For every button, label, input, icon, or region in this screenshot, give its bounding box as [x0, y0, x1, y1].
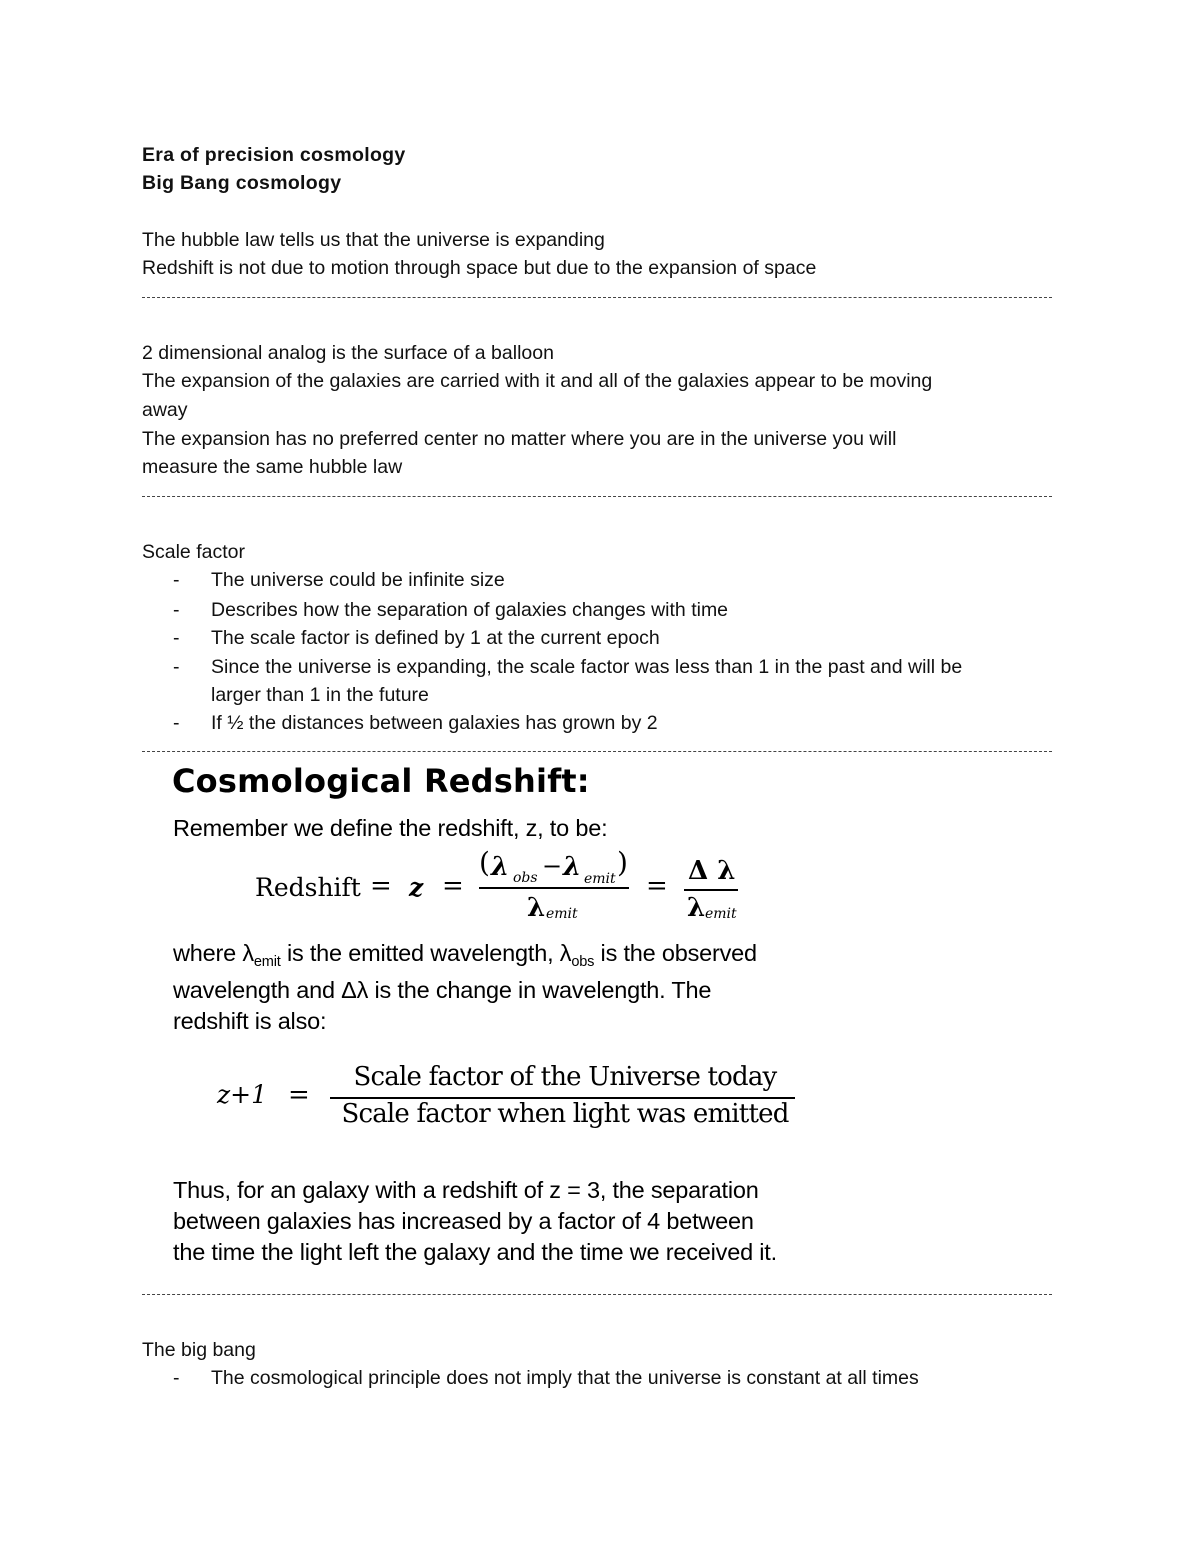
- eq-minus: −: [542, 852, 563, 880]
- eq-sub-emit: emit: [705, 906, 737, 922]
- fraction-bar: [479, 887, 629, 889]
- heading-precision-cosmology: Era of precision cosmology: [142, 144, 406, 166]
- section-divider: [142, 297, 1052, 298]
- eq-lambda: λ: [527, 893, 546, 923]
- slide-description-line1: [173, 940, 757, 970]
- eq2-equals: =: [288, 1080, 310, 1110]
- list-item-continuation: larger than 1 in the future: [211, 684, 429, 706]
- list-item: Describes how the separation of galaxies changes with time: [211, 599, 729, 621]
- eq-delta-lambda: Δ λ: [688, 856, 736, 886]
- eq2-lhs: z+1: [217, 1080, 268, 1109]
- eq-lambda: λ: [491, 852, 510, 882]
- bullet-marker: -: [173, 712, 180, 734]
- desc-text: where λ: [173, 940, 254, 966]
- slide-conclusion-line: between galaxies has increased by a factor of 4 between: [173, 1208, 754, 1234]
- slide-intro: Remember we define the redshift, z, to be:: [173, 815, 608, 841]
- list-item: Since the universe is expanding, the scale factor was less than 1 in the past and will be: [211, 656, 963, 678]
- text-line: The expansion has no preferred center no matter where you are in the universe you will: [142, 428, 897, 450]
- bullet-marker: -: [173, 1367, 180, 1389]
- eq-sub-emit: emit: [546, 906, 578, 922]
- desc-sub-emit: emit: [253, 954, 281, 971]
- text-line: 2 dimensional analog is the surface of a balloon: [142, 342, 554, 364]
- eq-sub-emit: emit: [584, 871, 616, 887]
- eq-equals: =: [442, 871, 464, 901]
- desc-text: is the emitted wavelength, λ: [280, 940, 572, 966]
- eq-var-z: z: [409, 873, 424, 902]
- text-line: Redshift is not due to motion through space but due to the expansion of space: [142, 257, 817, 279]
- eq-paren-open: (: [479, 846, 490, 879]
- list-item: The scale factor is defined by 1 at the current epoch: [211, 627, 660, 649]
- list-item: The cosmological principle does not imply that the universe is constant at all times: [211, 1367, 919, 1389]
- list-item: The universe could be infinite size: [211, 569, 505, 591]
- bullet-marker: -: [173, 569, 180, 591]
- section-divider: [142, 496, 1052, 497]
- slide-description-line3: redshift is also:: [173, 1008, 327, 1034]
- fraction-bar: [684, 889, 738, 891]
- eq-lambda: λ: [563, 852, 582, 882]
- big-bang-title: The big bang: [142, 1339, 256, 1361]
- eq-lambda: λ: [687, 893, 706, 923]
- scale-factor-title: Scale factor: [142, 541, 245, 563]
- eq2-numerator: Scale factor of the Universe today: [353, 1062, 777, 1092]
- text-line: measure the same hubble law: [142, 456, 403, 478]
- bullet-marker: -: [173, 599, 180, 621]
- section-divider: [142, 751, 1052, 752]
- eq-paren-close: ): [617, 846, 628, 879]
- section-divider: [142, 1294, 1052, 1295]
- eq-label: Redshift: [255, 873, 361, 902]
- text-line: The expansion of the galaxies are carried with it and all of the galaxies appear to be moving: [142, 370, 933, 392]
- list-item: If ½ the distances between galaxies has grown by 2: [211, 712, 658, 734]
- eq-sub-obs: obs: [513, 870, 538, 886]
- desc-sub-obs: obs: [571, 954, 595, 971]
- heading-big-bang-cosmology: Big Bang cosmology: [142, 172, 342, 194]
- slide-description-line2: wavelength and Δλ is the change in wavelength. The: [173, 977, 712, 1003]
- eq-equals: =: [370, 871, 392, 901]
- slide-conclusion-line: Thus, for an galaxy with a redshift of z = 3, the separation: [173, 1177, 759, 1203]
- text-line: away: [142, 399, 188, 421]
- bullet-marker: -: [173, 627, 180, 649]
- eq-equals: =: [646, 871, 668, 901]
- text-line: The hubble law tells us that the universe is expanding: [142, 229, 605, 251]
- desc-text: is the observed: [594, 940, 757, 966]
- slide-title: Cosmological Redshift:: [172, 762, 590, 800]
- bullet-marker: -: [173, 656, 180, 678]
- slide-conclusion-line: the time the light left the galaxy and the time we received it.: [173, 1239, 777, 1265]
- eq2-denominator: Scale factor when light was emitted: [341, 1099, 789, 1129]
